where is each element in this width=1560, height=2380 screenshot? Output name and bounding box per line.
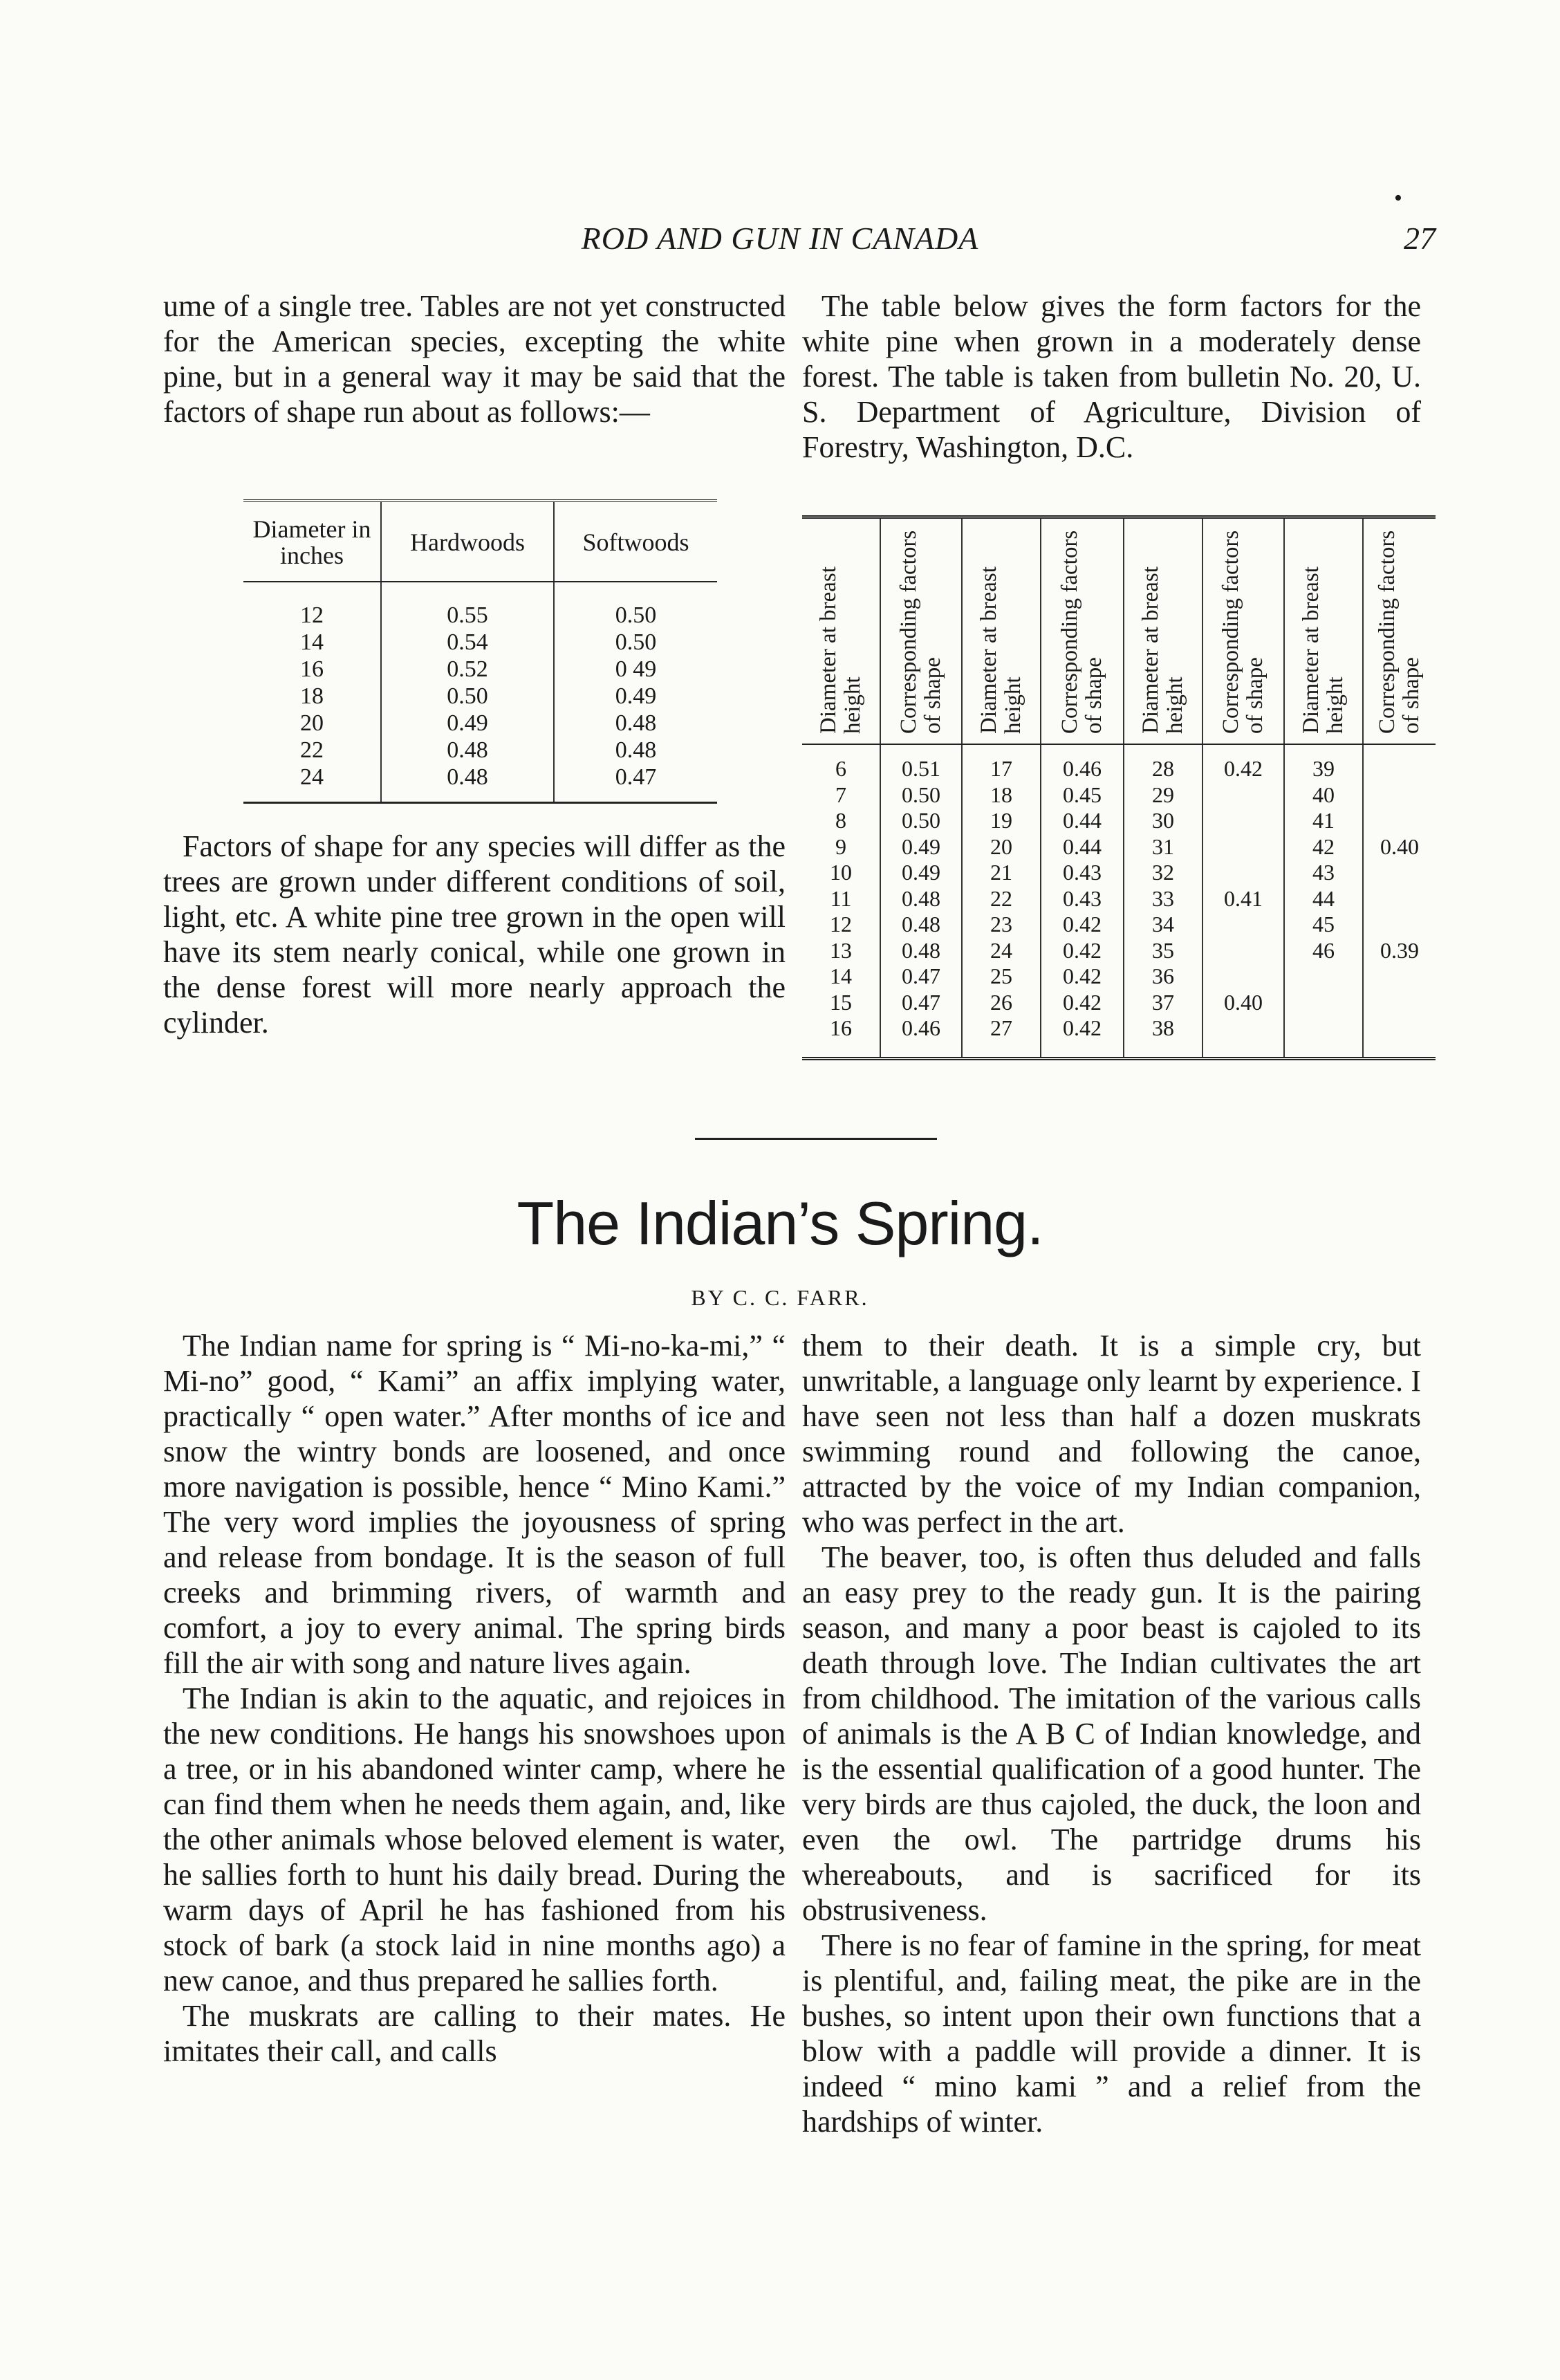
table-cell: 10 (802, 860, 880, 886)
table-cell: 0.47 (880, 990, 962, 1016)
table-cell: 0.41 (1202, 886, 1284, 912)
table-cell: 39 (1284, 744, 1363, 782)
factors-paragraph (163, 829, 786, 1040)
table-cell: 8 (802, 808, 880, 834)
table-cell: 24 (962, 938, 1041, 964)
table-row (243, 764, 717, 803)
table-cell: 26 (962, 990, 1041, 1016)
table-cell: 0.43 (1041, 886, 1124, 912)
table-cell: 0.52 (381, 656, 554, 683)
table2-header: Diameter at breast height (802, 517, 880, 745)
table-cell: 22 (243, 737, 381, 764)
table-cell: 41 (1284, 808, 1363, 834)
article-byline: BY C. C. FARR. (691, 1285, 869, 1310)
table-cell: 0.44 (1041, 834, 1124, 860)
table2-header: Corresponding factors of shape (1363, 517, 1436, 745)
factors-paragraph-text: Factors of shape for any species will differ as the trees are grown under different conditions of soil, light, etc. A white pine tree grown in the open will have its stem nearly conical, while one grown in the dense forest will more nearly approach the cylinder. (163, 829, 786, 1040)
intro-right-text: The table below gives the form factors for the white pine when grown in a moderately dense forest. The table is taken from bulletin No. 20, U. S. Department of Agriculture, Division of Forestry, Washington, D.C. (802, 289, 1421, 464)
table-cell (1202, 808, 1284, 834)
table-cell: 0.42 (1041, 912, 1124, 938)
table-cell (1202, 782, 1284, 809)
table-shape-factors-general (243, 499, 717, 804)
table-cell: 16 (243, 656, 381, 683)
table-cell: 17 (962, 744, 1041, 782)
table2-header: Diameter at breast height (1124, 517, 1202, 745)
table-cell (1202, 912, 1284, 938)
table-cell: 31 (1124, 834, 1202, 860)
table-cell: 25 (962, 963, 1041, 990)
page-number: 27 (1404, 221, 1436, 256)
table-row (243, 683, 717, 710)
table-row (802, 744, 1436, 782)
table-cell: 0.42 (1041, 990, 1124, 1016)
table1-header: Softwoods (554, 501, 717, 582)
table-cell: 0.48 (381, 764, 554, 803)
table-cell: 0.42 (1041, 1015, 1124, 1058)
intro-left-text: ume of a single tree. Tables are not yet constructed for the American species, excepting the white pine, but in a general way it may be said that the factors of shape run about as follows:— (163, 289, 786, 429)
table-cell: 14 (802, 963, 880, 990)
table-cell: 0.50 (381, 683, 554, 710)
table2-header: Diameter at breast height (1284, 517, 1363, 745)
table-row (243, 582, 717, 629)
table-cell (1363, 782, 1436, 809)
table-cell (1202, 834, 1284, 860)
table-cell (1363, 963, 1436, 990)
table-cell: 0.42 (1041, 963, 1124, 990)
table-cell: 0.39 (1380, 937, 1419, 963)
table-cell: 0.50 (615, 629, 657, 655)
table-cell: 0.49 (381, 710, 554, 737)
table-row (802, 938, 1436, 964)
table-cell: 45 (1284, 912, 1363, 938)
table-cell (1363, 808, 1436, 834)
table-cell: 0.42 (1202, 744, 1284, 782)
table-row (802, 860, 1436, 886)
article-paragraph: The beaver, too, is often thus deluded and falls an easy prey to the ready gun. It is the pairing season, and many a poor beast is cajoled to its death through love. The Indian cultivates the art from childhood. The imitation of the various calls of animals is the A B C of Indian knowledge, and is the essential qualification of a good hunter. The very birds are thus cajoled, the duck, the loon and even the owl. The partridge drums his whereabouts, and is sacrificed for its obstrusiveness. (802, 1540, 1421, 1927)
table-cell (1363, 990, 1436, 1016)
table-cell: 16 (802, 1015, 880, 1058)
table-cell: 0.50 (615, 602, 657, 628)
table-cell (1363, 860, 1436, 886)
table-cell: 0.49 (615, 683, 657, 709)
table2-header: Corresponding factors of shape (1041, 517, 1124, 745)
article-paragraph: The Indian name for spring is “ Mi-no-ka-mi,” “ Mi-no” good, “ Kami” an affix implying water, practically “ open water.” After months of ice and snow the wintry bonds are loosened, and once more navigation is possible, hence “ Mino Kami.” The very word implies the joyousness of spring and release from bondage. It is the season of full creeks and brimming rivers, of warmth and comfort, a joy to every animal. The spring birds fill the air with song and nature lives again. (163, 1329, 786, 1680)
table-cell: 27 (962, 1015, 1041, 1058)
intro-right (802, 288, 1421, 465)
table-cell: 0.47 (615, 764, 657, 790)
table-cell: 0 49 (615, 656, 657, 682)
table-cell: 14 (243, 629, 381, 656)
table-cell (1284, 963, 1363, 990)
table-row (802, 1015, 1436, 1058)
table-cell: 0.50 (880, 782, 962, 809)
table-row (802, 782, 1436, 809)
table-cell: 37 (1124, 990, 1202, 1016)
table-cell: 7 (802, 782, 880, 809)
header-mark: • (1394, 185, 1402, 211)
table-cell: 22 (962, 886, 1041, 912)
table-row (243, 737, 717, 764)
table-row (243, 710, 717, 737)
table-cell: 21 (962, 860, 1041, 886)
table-row (802, 963, 1436, 990)
table-cell (1284, 990, 1363, 1016)
table-cell: 0.44 (1041, 808, 1124, 834)
table1-header: Hardwoods (381, 501, 554, 582)
table-cell: 36 (1124, 963, 1202, 990)
article-column-right (802, 1328, 1421, 2139)
article-paragraph: The Indian is akin to the aquatic, and rejoices in the new conditions. He hangs his snowshoes upon a tree, or in his abandoned winter camp, where he can find them when he needs them again, and, like the other animals whose beloved element is water, he sallies forth to hunt his daily bread. During the warm days of April he has fashioned from his stock of bark (a stock laid in nine months ago) a new canoe, and thus prepared he sallies forth. (163, 1681, 786, 1998)
table-cell: 0.47 (880, 963, 962, 990)
table-cell: 20 (243, 710, 381, 737)
table-cell: 43 (1284, 860, 1363, 886)
table-cell (1202, 963, 1284, 990)
table-cell: 20 (962, 834, 1041, 860)
table-cell: 15 (802, 990, 880, 1016)
table-cell: 0.49 (880, 860, 962, 886)
table-cell: 6 (802, 744, 880, 782)
table-cell: 13 (802, 938, 880, 964)
table-row (243, 656, 717, 683)
table-row (802, 834, 1436, 860)
table-cell: 9 (802, 834, 880, 860)
table-cell: 12 (802, 912, 880, 938)
table-cell: 11 (802, 886, 880, 912)
running-title: ROD AND GUN IN CANADA (581, 221, 979, 256)
table-row (802, 808, 1436, 834)
table-cell: 0.45 (1041, 782, 1124, 809)
article-paragraph: There is no fear of famine in the spring, for meat is plentiful, and, failing meat, the pike are in the bushes, so intent upon their own functions that a blow with a paddle will provide a dinner. It is indeed “ mino kami ” and a relief from the hardships of winter. (802, 1928, 1421, 2139)
table-cell: 29 (1124, 782, 1202, 809)
table-cell: 0.54 (381, 629, 554, 656)
table-cell: 35 (1124, 938, 1202, 964)
table-cell: 0.49 (880, 834, 962, 860)
table-cell: 0.48 (615, 710, 657, 736)
table-cell: 0.51 (880, 744, 962, 782)
table-cell: 0.42 (1041, 938, 1124, 964)
table-cell: 24 (243, 764, 381, 803)
table-cell (1284, 1015, 1363, 1058)
table-cell: 0.48 (880, 912, 962, 938)
table-row (802, 990, 1436, 1016)
table-cell: 19 (962, 808, 1041, 834)
table-cell: 32 (1124, 860, 1202, 886)
table-cell: 38 (1124, 1015, 1202, 1058)
table-cell: 46 (1284, 938, 1363, 964)
table-cell: 0.40 (1380, 833, 1419, 859)
article-title: The Indian’s Spring. (517, 1189, 1043, 1257)
table-cell: 33 (1124, 886, 1202, 912)
table-cell (1363, 886, 1436, 912)
table-cell: 40 (1284, 782, 1363, 809)
table-cell: 0.40 (1202, 990, 1284, 1016)
table-cell (1202, 938, 1284, 964)
table-cell (1363, 1015, 1436, 1058)
table2-header: Corresponding factors of shape (880, 517, 962, 745)
table-cell: 44 (1284, 886, 1363, 912)
table-cell: 23 (962, 912, 1041, 938)
table-cell: 0.48 (880, 938, 962, 964)
table-cell: 0.46 (880, 1015, 962, 1058)
section-divider (695, 1138, 937, 1140)
table-cell: 0.48 (381, 737, 554, 764)
table-cell: 0.48 (880, 886, 962, 912)
table-cell: 18 (243, 683, 381, 710)
table-cell: 0.48 (615, 737, 657, 763)
table-cell: 28 (1124, 744, 1202, 782)
table-cell: 42 (1284, 834, 1363, 860)
table1-header: Diameter in inches (243, 501, 381, 582)
table-cell: 0.50 (880, 808, 962, 834)
table-cell: 12 (243, 582, 381, 629)
table2-header: Corresponding factors of shape (1202, 517, 1284, 745)
table-cell: 0.43 (1041, 860, 1124, 886)
article-paragraph: them to their death. It is a simple cry, but unwritable, a language only learnt by experience. I have seen not less than half a dozen muskrats swimming round and following the canoe, attracted by the voice of my Indian companion, who was perfect in the art. (802, 1329, 1421, 1539)
article-paragraph: The muskrats are calling to their mates. He imitates their call, and calls (163, 1999, 786, 2068)
table-cell: 34 (1124, 912, 1202, 938)
table-cell: 0.55 (381, 582, 554, 629)
table2-header: Diameter at breast height (962, 517, 1041, 745)
table-white-pine-form-factors (802, 515, 1436, 1060)
intro-left (163, 288, 786, 430)
table-row (802, 886, 1436, 912)
table-cell: 0.46 (1041, 744, 1124, 782)
table-cell (1202, 860, 1284, 886)
table-cell (1202, 1015, 1284, 1058)
table-cell (1363, 912, 1436, 938)
table-cell: 30 (1124, 808, 1202, 834)
table-cell: 18 (962, 782, 1041, 809)
table-cell (1363, 744, 1436, 782)
table-row (802, 912, 1436, 938)
table-row (243, 629, 717, 656)
article-column-left (163, 1328, 786, 2069)
